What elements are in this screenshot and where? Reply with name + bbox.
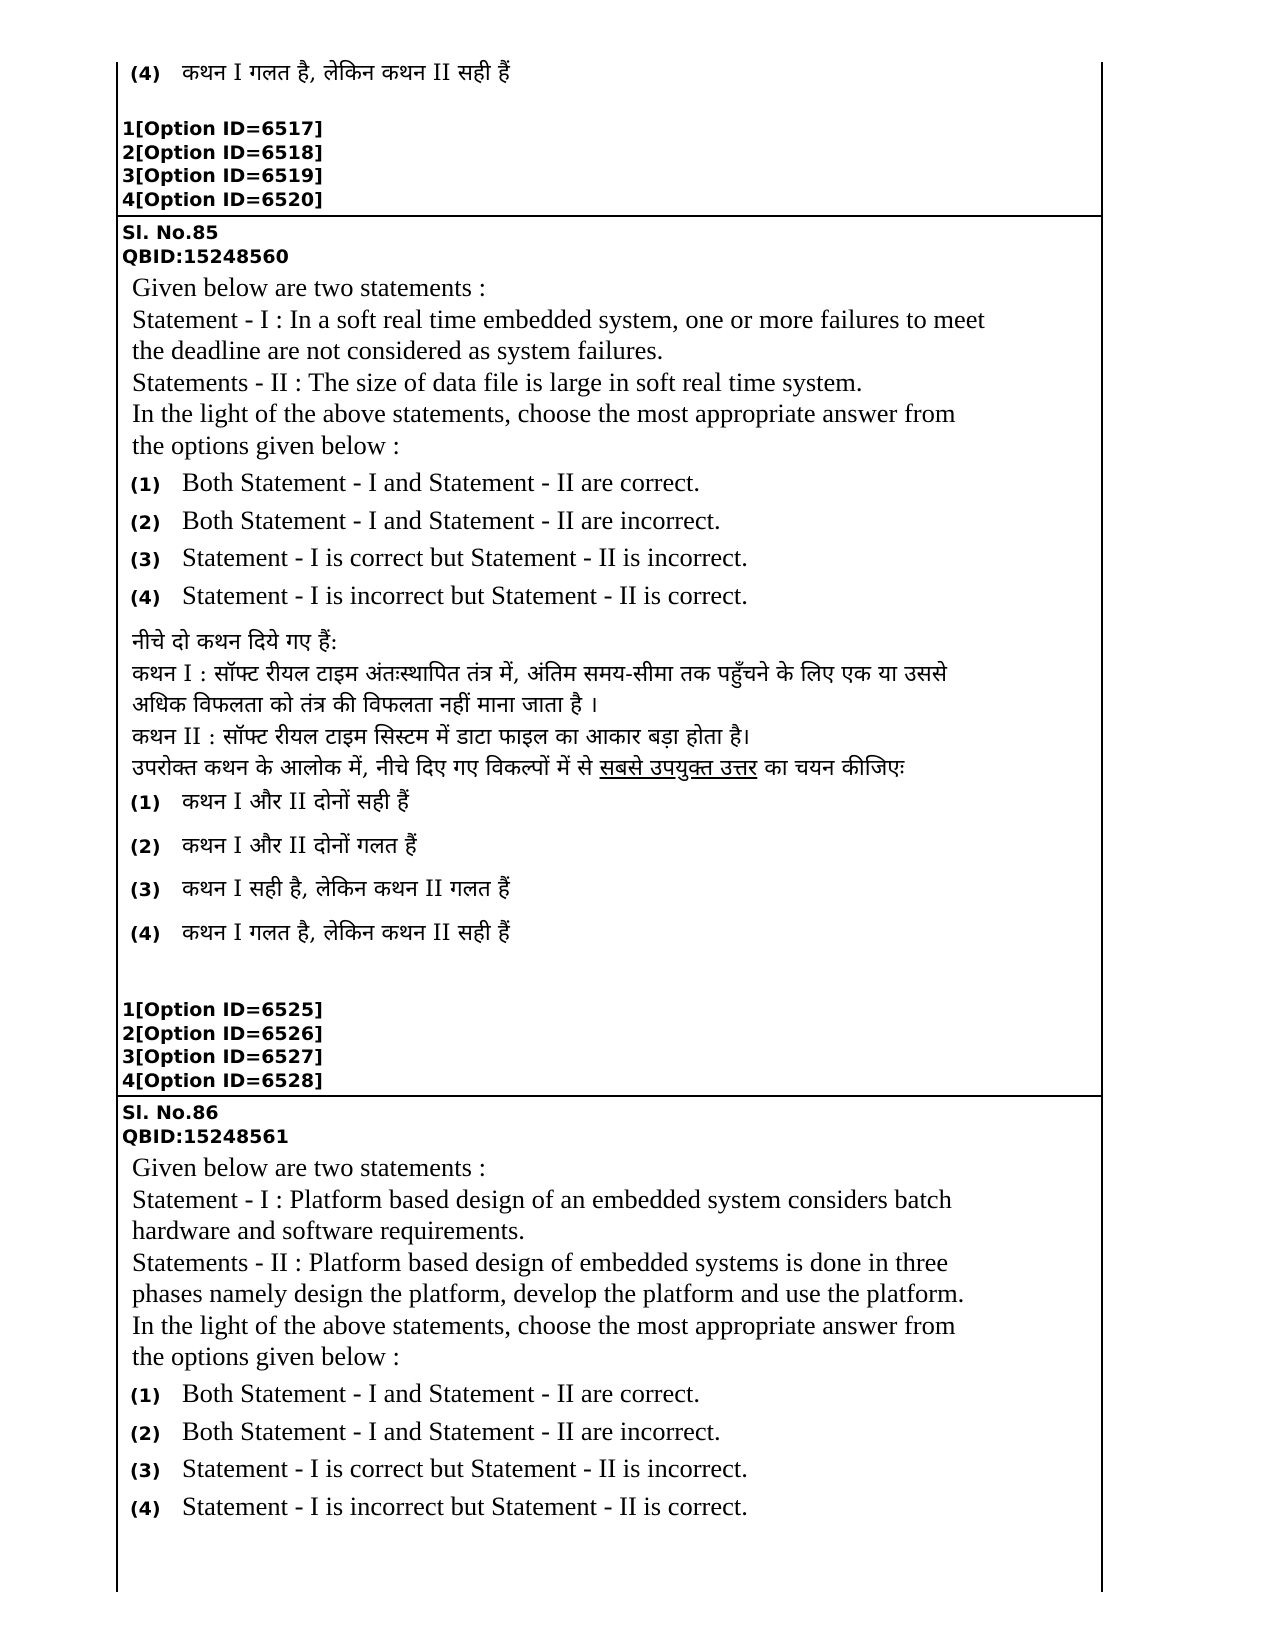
q85-english-options [122, 467, 1097, 617]
option-text: Statement - I is incorrect but Statement - II is correct. [182, 579, 748, 610]
option [130, 1453, 1097, 1491]
row-divider [116, 1095, 1103, 1097]
option-number: (3) [130, 879, 161, 901]
statement-text: का चयन कीजिएः [757, 755, 905, 781]
statement-line: phases namely design the platform, develop the platform and use the platform. [132, 1278, 965, 1308]
q86-english-statement [122, 1152, 1097, 1373]
option-number: (1) [130, 792, 161, 814]
option [130, 1491, 1097, 1529]
statement-line: कथन II : सॉफ्ट रीयल टाइम सिस्टम में डाटा फाइल का आकार बड़ा होता है। [132, 723, 750, 750]
q85-header [122, 222, 1097, 269]
table-right-border [1101, 62, 1103, 1592]
q85-option-ids [122, 999, 1097, 1093]
statement-line: In the light of the above statements, choose the most appropriate answer from [132, 398, 956, 428]
option-number: (1) [130, 474, 161, 496]
statement-line: अधिक विफलता को तंत्र की विफलता नहीं माना जाता है । [132, 692, 598, 718]
q85-hindi-options [122, 787, 1097, 961]
option-number: (1) [130, 1385, 161, 1407]
statement-line: कथन I : सॉफ्ट रीयल टाइम अंतःस्थापित तंत्र में, अंतिम समय-सीमा तक पहुँचने के लिए एक या उससे [132, 660, 947, 687]
serial-number: Sl. No.85 [122, 222, 219, 244]
option-text: Both Statement - I and Statement - II are incorrect. [182, 504, 721, 535]
option-text: कथन I गलत है, लेकिन कथन II सही हैं [182, 60, 510, 86]
option-id-line: 2[Option ID=6518] [122, 141, 323, 164]
option-text: Both Statement - I and Statement - II are correct. [182, 1378, 701, 1408]
option [130, 505, 1097, 543]
q86-english-options [122, 1378, 1097, 1528]
statement-line: Statement - I : In a soft real time embedded system, one or more failures to meet [132, 303, 985, 334]
option-text: Statement - I is incorrect but Statement - II is correct. [182, 1490, 748, 1521]
statement-line: नीचे दो कथन दिये गए हैं: [132, 629, 338, 655]
option [130, 874, 1097, 918]
option-text: Both Statement - I and Statement - II are correct. [182, 467, 701, 497]
option [130, 542, 1097, 580]
option [130, 831, 1097, 875]
prev-question-tail [122, 58, 1097, 102]
option [130, 1416, 1097, 1454]
option-number: (4) [130, 586, 161, 609]
option-text: कथन I गलत है, लेकिन कथन II सही हैं [182, 919, 510, 946]
option-id-line: 1[Option ID=6517] [122, 118, 323, 140]
statement-line: In the light of the above statements, choose the most appropriate answer from [132, 1309, 956, 1340]
option-id-line: 3[Option ID=6519] [122, 165, 323, 187]
statement-line: the deadline are not considered as system failures. [132, 335, 664, 365]
statement-line: Statements - II : The size of data file is large in soft real time system. [132, 366, 863, 397]
option-id-line: 4[Option ID=6520] [122, 188, 323, 211]
option-id-line: 3[Option ID=6527] [122, 1046, 323, 1068]
q85-english-statement [122, 272, 1097, 461]
option-number: (3) [130, 1460, 161, 1482]
option [130, 787, 1097, 831]
statement-line [132, 753, 1097, 785]
statement-text: उपरोक्त कथन के आलोक में, नीचे दिए गए विकल्पों में से [132, 755, 600, 781]
underlined-phrase: सबसे उपयुक्त उत्तर [599, 755, 758, 781]
statement-line: Statements - II : Platform based design of embedded systems is done in three [132, 1246, 949, 1277]
serial-number: Sl. No.86 [122, 1102, 219, 1124]
q86-header [122, 1102, 1097, 1149]
option-text: Statement - I is correct but Statement - II is incorrect. [182, 542, 748, 572]
qbid: QBID:15248560 [122, 245, 289, 268]
statement-line: the options given below : [132, 429, 400, 460]
option-id-line: 4[Option ID=6528] [122, 1069, 323, 1092]
option [130, 918, 1097, 962]
statement-line: Given below are two statements : [132, 1152, 486, 1182]
option-number: (2) [130, 835, 161, 858]
statement-line: the options given below : [132, 1341, 400, 1371]
option-text: कथन I और II दोनों सही हैं [182, 789, 409, 815]
option-number: (3) [130, 549, 161, 571]
option-id-line: 1[Option ID=6525] [122, 999, 323, 1021]
statement-line: Statement - I : Platform based design of an embedded system considers batch [132, 1183, 952, 1214]
option-id-line: 2[Option ID=6526] [122, 1022, 323, 1045]
option-number: (2) [130, 1422, 161, 1445]
option [130, 1378, 1097, 1416]
option-text: Statement - I is correct but Statement - II is incorrect. [182, 1453, 748, 1483]
statement-line: hardware and software requirements. [132, 1215, 525, 1245]
option-text: कथन I और II दोनों गलत हैं [182, 832, 417, 859]
prev-option-ids [122, 118, 1097, 212]
statement-line: Given below are two statements : [132, 272, 486, 302]
option-number: (4) [130, 63, 161, 85]
option-text: कथन I सही है, लेकिन कथन II गलत हैं [182, 876, 510, 902]
prev-option-4 [130, 58, 1097, 102]
q85-hindi-statement [122, 627, 1097, 785]
option [130, 467, 1097, 505]
option-number: (2) [130, 511, 161, 534]
row-divider [116, 215, 1103, 217]
option-number: (4) [130, 1497, 161, 1520]
option [130, 580, 1097, 618]
option-text: Both Statement - I and Statement - II are incorrect. [182, 1415, 721, 1446]
qbid: QBID:15248561 [122, 1125, 289, 1148]
table-left-border [116, 62, 118, 1592]
option-number: (4) [130, 922, 161, 945]
